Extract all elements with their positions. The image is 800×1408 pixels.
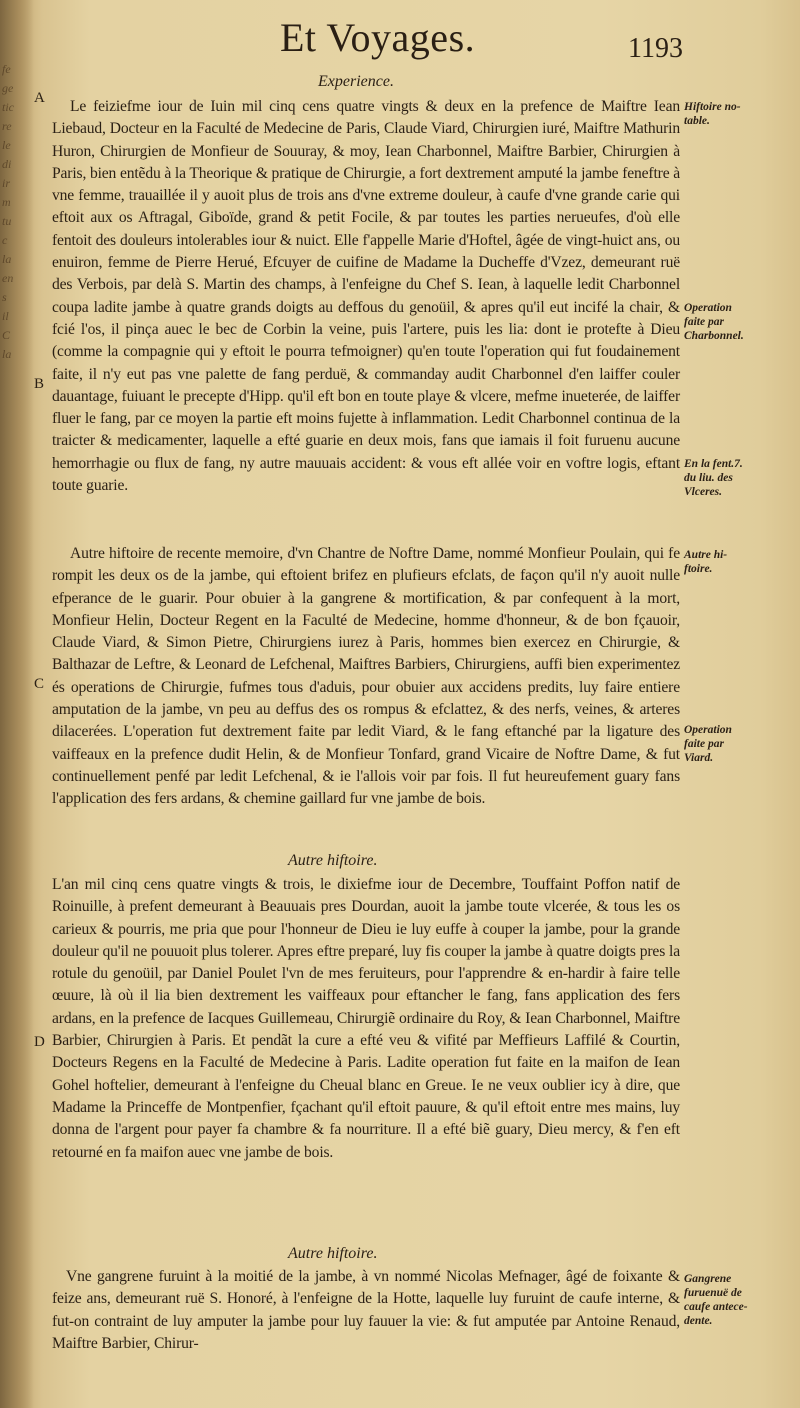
paragraph-poulain: Autre hiftoire de recente memoire, d'vn Chantre de Noftre Dame, nommé Monfieur Poulain, qui fe rompit les deux os de la jambe, qui eftoient brifez en plufieurs efclats, de façon qu'il n'y auoit nulle efperance de le guarir. Pour obuier à la gangrene & mortification, & par confequent à la mort, Monfieur Helin, Docteur Regent en la Faculté de Medecine, homme d'honneur, & de bon fçauoir, Claude Viard, & Simon Pietre, Chirurgiens iurez à Paris, hommes bien exercez en Chirurgie, & Balthazar de Leftre, & Leonard de Lefchenal, Maiftres Barbiers, Chirurgiens, auffi bien experimentez és operations de Chirurgie, fufmes tous d'aduis, pour obuier aux accidens predits, luy faire entiere amputation de la jambe, vn peu au deffus des os rompus & efclattez, & des nerfs, veines, & arteres dilacerées. L'operation fut dextrement faite par ledit Viard, & le fang eftanché par la ligature des vaiffeaux en la prefence dudit Helin, & de Monfieur Tonfard, grand Vicaire de Noftre Dame, & fut continuellement penfé par ledit Lefchenal, & ie l'allois voir par fois. Il fut heureufement guary fans l'application des fers ardans, & chemine gaillard fur vne jambe de bois. bbox=[52, 545, 680, 808]
bleed-through-text: fe ge tic re le di ir m tu c la en s il C la bbox=[2, 62, 14, 361]
side-note-vlceres: En la fent.7. du liu. des Vlceres. bbox=[684, 458, 743, 498]
section-heading-autre-histoire-1: Autre hiftoire. bbox=[288, 852, 378, 869]
margin-letter-d: D bbox=[34, 1034, 45, 1050]
section-heading-experience: Experience. bbox=[318, 73, 394, 90]
paragraph-posson: L'an mil cinq cens quatre vingts & trois, le dixiefme iour de Decembre, Touffaint Poffon natif de Roinuille, à prefent demeurant à Beauuais pres Dourdan, auoit la jambe toute vlcerée, & tous les os carieux & pourris, me pria que pour l'honneur de Dieu ie luy euffe à couper la jambe, pour la grande douleur qu'il ne pouuoit plus tolerer. Apres eftre preparé, luy fis couper la jambe à quatre doigts pres la rotule du genoüil, par Daniel Poulet l'vn de mes feruiteurs, pour l'apprendre & en-hardir à faire telle œuure, là où il lia bien dextrement les vaiffeaux pour eftancher le fang, fans application des fers ardans, en la prefence de Iacques Guillemeau, Chirurgiẽ ordinaire du Roy, & Iean Charbonnel, Maiftre Barbier, Chirurgien à Paris. Et pendãt la cure a efté veu & vifité par Meffieurs Laffilé & Courtin, Docteurs Regens en la Faculté de Medecine à Paris. Ladite operation fut faite en la maifon de Iean Gohel hoftelier, demeurant à l'enfeigne du Cheual blanc en Greue. Ie ne veux oublier icy à dire, que Madame la Princeffe de Montpenfier, fçachant qu'il eftoit pauure, & qu'il eftoit entre mes mains, luy donna de l'argent pour payer fa chambre & fa nourriture. Il a efté biẽ guary, Dieu mercy, & f'en eft retourné en fa maifon auec vne jambe de bois. bbox=[52, 876, 680, 1161]
running-title: Et Voyages. bbox=[280, 15, 476, 60]
page-binding bbox=[0, 0, 34, 1408]
side-note-operation-viard: Operation faite par Viard. bbox=[684, 724, 732, 764]
side-note-operation-charbonnel: Operation faite par Charbonnel. bbox=[684, 302, 744, 342]
side-note-histoire-notable: Hiftoire no- table. bbox=[684, 101, 741, 127]
margin-letter-b: B bbox=[34, 376, 45, 392]
side-note-gangrene: Gangrene furuenuë de caufe antece- dente. bbox=[684, 1273, 748, 1327]
page-number: 1193 bbox=[628, 33, 683, 64]
margin-letter-c: C bbox=[34, 676, 45, 692]
paragraph-experience: Le feiziefme iour de Iuin mil cinq cens quatre vingts & deux en la prefence de Maiftre Iean Liebaud, Docteur en la Faculté de Medecine de Paris, Claude Viard, Chirurgien iuré, Maiftre Mathurin Huron, Chirurgien de Monfieur de Souuray, & moy, Iean Charbonnel, Maiftre Barbier, Chirurgien à Paris, bien entẽdu à la Theorique & pratique de Chirurgie, a fort dextrement amputé la jambe feneftre à vne femme, trauaillée il y auoit plus de trois ans d'vne extreme douleur, à caufe d'vne grande carie qui eftoit aux os Aftragal, Giboïde, grand & petit Focile, & par toutes les parties nerueufes, d'où elle fentoit des douleurs intolerables iour & nuict. Elle f'appelle Marie d'Hoftel, âgée de vingt-huict ans, ou enuiron, femme de Pierre Herué, Efcuyer de cuifine de Madame la Ducheffe d'Vzez, demeurant ruë des Verbois, par delà S. Martin des champs, à l'enfeigne du Chef S. Iean, à laquelle ledit Charbonnel coupa ladite jambe à quatre grands doigts au deffous du genoüil, & apres qu'il eut incifé la chair, & fcié l'os, il pinça auec le bec de Corbin la veine, puis l'artere, puis les lia: dont ie protefte à Dieu (comme la compagnie qui y eftoit le pourra tefmoigner) qu'en toute l'operation qui fut foudainement faite, il n'y eut pas vne palette de fang perduë, & commanday audit Charbonnel d'en laiffer couler dauantage, fuiuant le precepte d'Hipp. qu'il eft bon en toute playe & vlcere, mefme inueterée, de laiffer fluer le fang, par ce moyen la partie eft moins fujette à inflammation. Ledit Charbonnel continua de la traicter & medicamenter, laquelle a efté guarie en deux mois, fans que iamais il foit furuenu aucune hemorrhagie ou flux de fang, ny autre mauuais accident: & vous eft allée voir en voftre logis, eftant toute guarie. bbox=[52, 98, 680, 495]
paragraph-mesnager: Vne gangrene furuint à la moitié de la jambe, à vn nommé Nicolas Mefnager, âgé de foixante & feize ans, demeurant ruë S. Honoré, à l'enfeigne de la Hotte, laquelle luy furuint de caufe interne, & fut-on contraint de luy amputer la jambe pour luy fauuer la vie: & fut amputée par Antoine Renaud, Maiftre Barbier, Chirur- bbox=[52, 1268, 680, 1352]
margin-letter-a: A bbox=[34, 90, 45, 106]
section-heading-autre-histoire-2: Autre hiftoire. bbox=[288, 1245, 378, 1262]
side-note-autre-histoire: Autre hi- ftoire. bbox=[684, 549, 728, 575]
